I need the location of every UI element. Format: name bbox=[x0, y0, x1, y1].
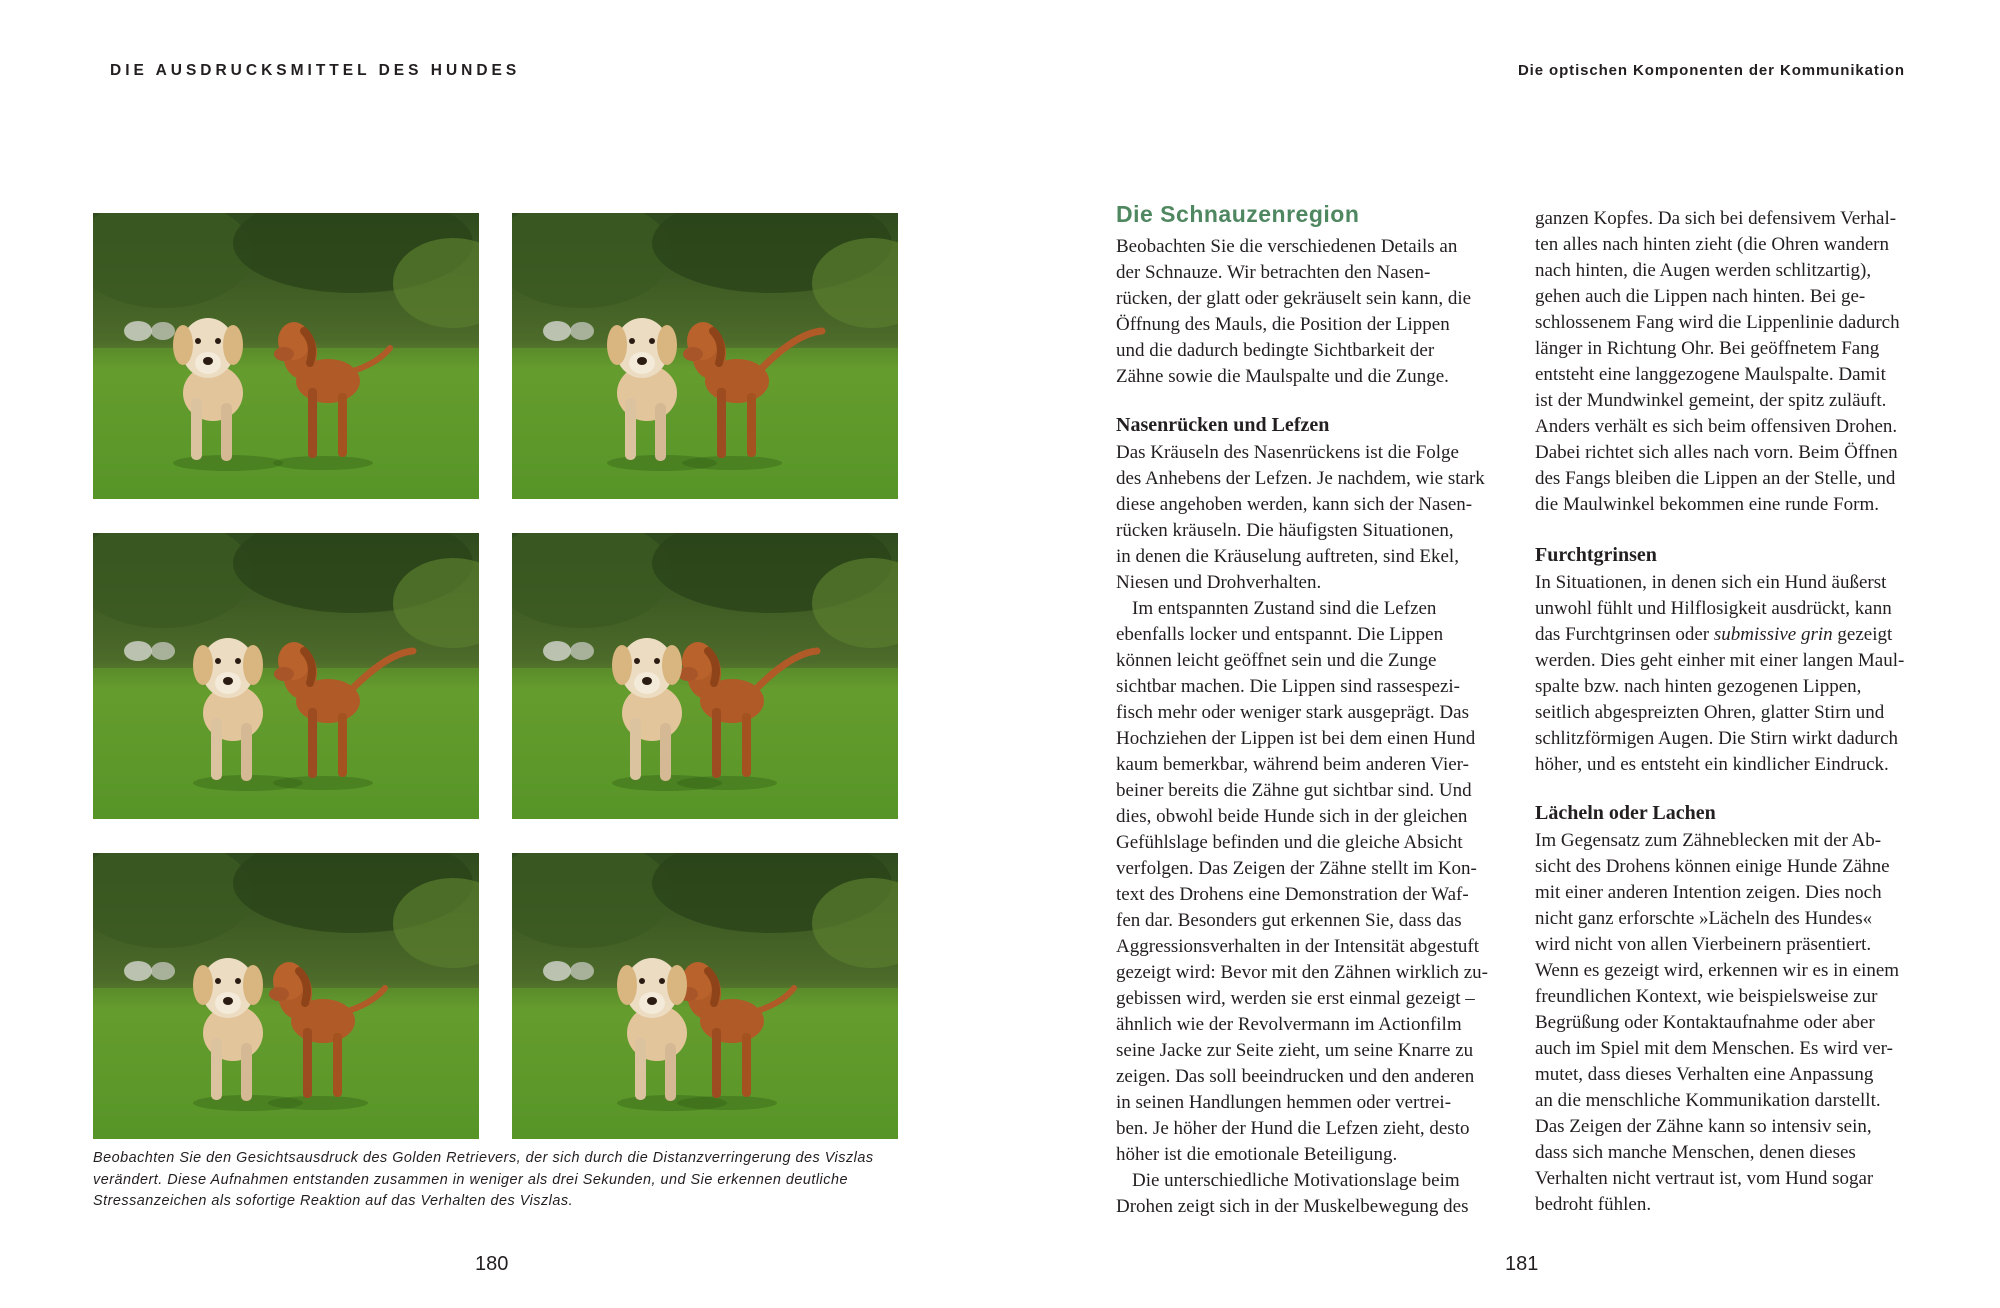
text-line: Gefühlslage befinden und die gleiche Absicht bbox=[1116, 832, 1463, 853]
italic-term: submissive grin bbox=[1713, 624, 1833, 645]
text-line: nicht ganz erforschte »Lächeln des Hundes« bbox=[1535, 908, 1873, 929]
dogs-photo-icon bbox=[93, 533, 479, 819]
text-line: freundlichen Kontext, wie beispielsweise zur bbox=[1535, 986, 1878, 1007]
text-column-1 bbox=[1116, 200, 1516, 1220]
text-line: gezeigt wird: Bevor mit den Zähnen wirklich zu- bbox=[1116, 962, 1488, 983]
text-line: Im Gegensatz zum Zähneblecken mit der Ab- bbox=[1535, 830, 1882, 851]
laecheln-paragraph bbox=[1535, 828, 1935, 1218]
text-line: kaum bemerkbar, während beim anderen Vier- bbox=[1116, 754, 1469, 775]
photo-6 bbox=[512, 853, 898, 1139]
text-line: wird nicht von allen Vierbeinern präsentiert. bbox=[1535, 934, 1872, 955]
body-paragraphs bbox=[1116, 440, 1516, 1220]
text-run: gezeigt bbox=[1832, 624, 1893, 645]
text-line: beiner bereits die Zähne gut sichtbar sind. Und bbox=[1116, 780, 1472, 801]
photo-2 bbox=[512, 213, 898, 499]
text-line: Hochziehen der Lippen ist bei dem einen Hund bbox=[1116, 728, 1476, 749]
text-line: die Maulwinkel bekommen eine runde Form. bbox=[1535, 494, 1880, 515]
subheading-laecheln: Lächeln oder Lachen bbox=[1535, 802, 1716, 824]
text-line: fen dar. Besonders gut erkennen Sie, dass das bbox=[1116, 910, 1462, 931]
text-line: nach hinten, die Augen werden schlitzartig), bbox=[1535, 260, 1872, 281]
page-number-right: 181 bbox=[1505, 1253, 1539, 1275]
text-line: sichtbar machen. Die Lippen sind rassespezi- bbox=[1116, 676, 1460, 697]
text-line: entsteht eine langgezogene Maulspalte. Damit bbox=[1535, 364, 1886, 385]
text-line: rücken, der glatt oder gekräuselt sein kann, die bbox=[1116, 288, 1472, 309]
text-line: Zähne sowie die Maulspalte und die Zunge. bbox=[1116, 366, 1449, 387]
text-column-2 bbox=[1535, 206, 1935, 1218]
page-number-left: 180 bbox=[475, 1253, 509, 1275]
subheading-furchtgrinsen: Furchtgrinsen bbox=[1535, 544, 1657, 566]
intro-paragraph bbox=[1116, 234, 1516, 390]
text-line: text des Drohens eine Demonstration der Waf- bbox=[1116, 884, 1469, 905]
text-line: dass sich manche Menschen, denen dieses bbox=[1535, 1142, 1856, 1163]
text-line: auch im Spiel mit dem Menschen. Es wird ver- bbox=[1535, 1038, 1893, 1059]
text-line: ähnlich wie der Revolvermann im Actionfilm bbox=[1116, 1014, 1462, 1035]
section-title: Die Schnauzenregion bbox=[1116, 201, 1360, 227]
text-line: dies, obwohl beide Hunde sich in der gleichen bbox=[1116, 806, 1468, 827]
text-line: Verhalten nicht vertraut ist, vom Hund sogar bbox=[1535, 1168, 1874, 1189]
text-line: fisch mehr oder weniger stark ausgeprägt. Das bbox=[1116, 702, 1469, 723]
text-line: rücken kräuseln. Die häufigsten Situationen, bbox=[1116, 520, 1454, 541]
text-line: seine Jacke zur Seite zieht, um seine Knarre zu bbox=[1116, 1040, 1474, 1061]
photo-1 bbox=[93, 213, 479, 499]
text-line: zeigen. Das soll beeindrucken und den anderen bbox=[1116, 1066, 1475, 1087]
text-line: gehen auch die Lippen nach hinten. Bei ge- bbox=[1535, 286, 1866, 307]
text-line: schlossenem Fang wird die Lippenlinie dadurch bbox=[1535, 312, 1900, 333]
text-line: in seinen Handlungen hemmen oder vertrei- bbox=[1116, 1092, 1452, 1113]
text-line: Öffnung des Mauls, die Position der Lippen bbox=[1116, 314, 1450, 335]
continued-paragraph bbox=[1535, 206, 1935, 518]
dogs-photo-icon bbox=[512, 213, 898, 499]
text-line: Dabei richtet sich alles nach vorn. Beim Öffnen bbox=[1535, 442, 1898, 463]
text-line: Das Zeigen der Zähne kann so intensiv sein, bbox=[1535, 1116, 1872, 1137]
text-line: ben. Je höher der Hund die Lefzen zieht, desto bbox=[1116, 1118, 1470, 1139]
photo-caption bbox=[93, 1148, 903, 1213]
text-line: seitlich abgespreizten Ohren, glatter Stirn und bbox=[1535, 702, 1885, 723]
text-line: Anders verhält es sich beim offensiven Drohen. bbox=[1535, 416, 1898, 437]
text-line: länger in Richtung Ohr. Bei geöffnetem Fang bbox=[1535, 338, 1880, 359]
caption-line: Beobachten Sie den Gesichtsausdruck des Golden Retrievers, der sich durch die Distanzverringerung des Viszlas bbox=[93, 1150, 874, 1166]
text-line: ebenfalls locker und entspannt. Die Lippen bbox=[1116, 624, 1444, 645]
text-line: Im entspannten Zustand sind die Lefzen bbox=[1132, 598, 1437, 619]
dogs-photo-icon bbox=[512, 533, 898, 819]
text-line: Niesen und Drohverhalten. bbox=[1116, 572, 1322, 593]
text-line: und die dadurch bedingte Sichtbarkeit der bbox=[1116, 340, 1435, 361]
text-line: können leicht geöffnet sein und die Zunge bbox=[1116, 650, 1437, 671]
text-line: diese angehoben werden, kann sich der Nasen- bbox=[1116, 494, 1473, 515]
photo-3 bbox=[93, 533, 479, 819]
text-line: des Anhebens der Lefzen. Je nachdem, wie stark bbox=[1116, 468, 1485, 489]
text-line: in denen die Kräuselung auftreten, sind Ekel, bbox=[1116, 546, 1459, 567]
caption-line: Stressanzeichen als sofortige Reaktion auf das Verhalten des Viszlas. bbox=[93, 1193, 574, 1209]
text-line: werden. Dies geht einher mit einer langen Maul- bbox=[1535, 650, 1905, 671]
text-line: verfolgen. Das Zeigen der Zähne stellt im Kon- bbox=[1116, 858, 1477, 879]
text-line: höher ist die emotionale Beteiligung. bbox=[1116, 1144, 1398, 1165]
text-line: bedroht fühlen. bbox=[1535, 1194, 1652, 1215]
text-line: Begrüßung oder Kontaktaufnahme oder aber bbox=[1535, 1012, 1875, 1033]
text-line: mutet, dass dieses Verhalten eine Anpassung bbox=[1535, 1064, 1874, 1085]
text-line: des Fangs bleiben die Lippen an der Stelle, und bbox=[1535, 468, 1896, 489]
dogs-photo-icon bbox=[512, 853, 898, 1139]
text-line: sicht des Drohens können einige Hunde Zähne bbox=[1535, 856, 1890, 877]
dogs-photo-icon bbox=[93, 853, 479, 1139]
text-line: Die unterschiedliche Motivationslage beim bbox=[1132, 1170, 1460, 1191]
photo-grid bbox=[93, 213, 898, 1140]
subheading-nasenruecken: Nasenrücken und Lefzen bbox=[1116, 414, 1330, 436]
text-line: ist der Mundwinkel gemeint, der spitz zuläuft. bbox=[1535, 390, 1887, 411]
dogs-photo-icon bbox=[93, 213, 479, 499]
text-line: Wenn es gezeigt wird, erkennen wir es in einem bbox=[1535, 960, 1900, 981]
text-line: ganzen Kopfes. Da sich bei defensivem Verhal- bbox=[1535, 208, 1897, 229]
text-run: das Furchtgrinsen oder bbox=[1535, 624, 1714, 645]
text-line: spalte bzw. nach hinten gezogenen Lippen, bbox=[1535, 676, 1862, 697]
text-line: höher, und es entsteht ein kindlicher Eindruck. bbox=[1535, 754, 1889, 775]
furchtgrinsen-paragraph bbox=[1535, 570, 1935, 778]
photo-4 bbox=[512, 533, 898, 819]
text-line: In Situationen, in denen sich ein Hund äußerst bbox=[1535, 572, 1887, 593]
text-line: unwohl fühlt und Hilflosigkeit ausdrückt, kann bbox=[1535, 598, 1892, 619]
running-head-left: DIE AUSDRUCKSMITTEL DES HUNDES bbox=[110, 62, 521, 79]
text-line: der Schnauze. Wir betrachten den Nasen- bbox=[1116, 262, 1431, 283]
text-line bbox=[1535, 622, 1935, 648]
text-line: schlitzförmigen Augen. Die Stirn wirkt dadurch bbox=[1535, 728, 1899, 749]
text-line: gebissen wird, werden sie erst einmal gezeigt – bbox=[1116, 988, 1475, 1009]
caption-line: verändert. Diese Aufnahmen entstanden zusammen in weniger als drei Sekunden, und Sie erkennen deutliche bbox=[93, 1171, 848, 1188]
text-line: Beobachten Sie die verschiedenen Details an bbox=[1116, 236, 1458, 257]
text-line: Drohen zeigt sich in der Muskelbewegung des bbox=[1116, 1196, 1469, 1217]
running-head-right: Die optischen Komponenten der Kommunikation bbox=[1517, 62, 1905, 79]
text-line: Das Kräuseln des Nasenrückens ist die Folge bbox=[1116, 442, 1459, 463]
text-line: ten alles nach hinten zieht (die Ohren wandern bbox=[1535, 234, 1889, 255]
text-line: mit einer anderen Intention zeigen. Dies noch bbox=[1535, 882, 1882, 903]
text-line: an die menschliche Kommunikation darstellt. bbox=[1535, 1090, 1881, 1111]
text-line: Aggressionsverhalten in der Intensität abgestuft bbox=[1116, 936, 1480, 957]
photo-5 bbox=[93, 853, 479, 1139]
